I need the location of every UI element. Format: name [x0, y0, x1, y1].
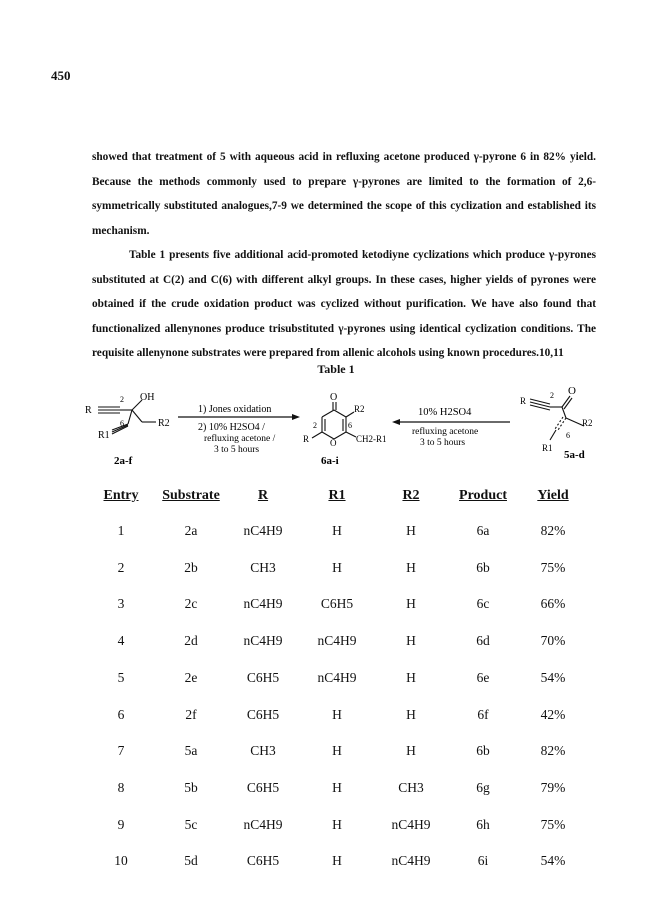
cell-yield: 82%	[540, 523, 566, 538]
cell-yield: 54%	[540, 853, 566, 869]
atom-label: R2	[158, 418, 170, 429]
cell-substrate: 2e	[184, 669, 198, 685]
cell-r1: nC4H9	[317, 633, 357, 649]
cell-r2: H	[406, 559, 416, 575]
condition-text: 10% H2SO4	[418, 407, 472, 418]
cell-r2: nC4H9	[391, 816, 431, 832]
table-title: Table 1	[317, 362, 355, 376]
cell-entry: 9	[117, 816, 125, 832]
cell-yield: 42%	[540, 706, 566, 722]
cell-yield: 70%	[540, 633, 566, 649]
condition-text: 2) 10% H2SO4 /	[198, 422, 265, 433]
cell-r2: H	[406, 669, 416, 685]
paragraph-line: showed that treatment of 5 with aqueous acid in refluxing acetone produced γ-pyrone 6 in 82% yield.	[92, 151, 596, 163]
paragraph-line: functionalized allenynones produce trisubstituted γ-pyrones using identical cyclization conditions. The	[92, 322, 596, 335]
atom-label: R2	[582, 418, 593, 428]
cell-entry: 5	[117, 669, 125, 685]
paragraph-line: symmetrically substituted analogues,7-9 we determined the scope of this cyclization and established its	[92, 200, 596, 213]
cell-r1: H	[332, 523, 342, 538]
paragraph-line: mechanism.	[92, 224, 150, 237]
cell-product: 6d	[476, 633, 490, 649]
cell-r1: H	[332, 816, 342, 832]
cell-r1: H	[332, 559, 342, 575]
compound-label: 6a-i	[321, 455, 339, 467]
cell-r: nC4H9	[243, 523, 283, 538]
atom-label: 6	[566, 431, 570, 440]
cell-yield: 75%	[540, 559, 566, 575]
cell-r: nC4H9	[243, 596, 283, 612]
cell-substrate: 5a	[184, 743, 198, 759]
cell-product: 6b	[476, 559, 490, 575]
paragraph-line: obtained if the crude oxidation product was cyclized without purification. We have also found that	[92, 298, 596, 311]
condition-text: refluxing acetone	[412, 427, 479, 437]
cell-product: 6e	[476, 669, 490, 685]
cell-substrate: 5c	[184, 816, 198, 832]
atom-label: R2	[354, 404, 365, 414]
cell-product: 6h	[476, 816, 490, 832]
paragraph-line: Table 1 presents five additional acid-promoted ketodiyne cyclizations which produce γ-pyrones	[129, 249, 596, 261]
cell-r1: C6H5	[320, 596, 354, 612]
paragraph-2	[92, 243, 596, 366]
reaction-scheme	[80, 380, 600, 480]
atom-label: O	[330, 392, 338, 403]
header-r: R	[257, 488, 269, 503]
cell-product: 6b	[476, 743, 490, 759]
right-structure	[530, 396, 584, 440]
cell-entry: 1	[117, 523, 125, 538]
cell-r: C6H5	[246, 669, 280, 685]
cell-entry: 8	[117, 779, 125, 795]
cell-r: CH3	[250, 743, 276, 759]
cell-r: nC4H9	[243, 816, 283, 832]
condition-text: 1) Jones oxidation	[198, 404, 272, 415]
cell-r2: H	[406, 596, 416, 612]
cell-r: CH3	[250, 559, 276, 575]
cell-r1: H	[332, 743, 342, 759]
cell-r2: CH3	[398, 779, 424, 795]
cell-yield: 82%	[540, 743, 566, 759]
atom-label: R	[85, 405, 92, 416]
atom-label: CH2-R1	[356, 434, 387, 444]
atom-label: 2	[550, 391, 554, 400]
header-r1: R1	[328, 488, 346, 503]
atom-label: 2	[313, 421, 317, 430]
atom-label: OH	[140, 392, 155, 403]
cell-r1: H	[332, 779, 342, 795]
paragraph-line: substituted at C(2) and C(6) with different alkyl groups. In these cases, higher yields of pyrones were	[92, 273, 596, 286]
cell-entry: 2	[117, 559, 125, 575]
left-structure	[98, 400, 156, 434]
header-entry: Entry	[103, 488, 139, 503]
cell-r2: nC4H9	[391, 853, 431, 869]
cell-r: C6H5	[246, 853, 280, 869]
cell-substrate: 2d	[184, 633, 198, 649]
atom-label: O	[568, 385, 576, 397]
cell-substrate: 2a	[184, 523, 198, 538]
cell-r2: H	[406, 743, 416, 759]
cell-substrate: 5d	[184, 853, 198, 869]
cell-substrate: 2f	[185, 706, 197, 722]
cell-entry: 4	[117, 633, 125, 649]
cell-r1: H	[332, 706, 342, 722]
cell-r2: H	[406, 706, 416, 722]
compound-label: 2a-f	[114, 455, 133, 467]
condition-text: 3 to 5 hours	[214, 445, 260, 455]
arrow-head	[392, 419, 400, 425]
cell-r: C6H5	[246, 706, 280, 722]
cell-r2: H	[406, 523, 416, 538]
cell-entry: 3	[117, 596, 125, 612]
atom-label: 6	[120, 419, 124, 428]
cell-yield: 75%	[540, 816, 566, 832]
cell-substrate: 2b	[184, 559, 198, 575]
compound-label: 5a-d	[564, 449, 585, 461]
cell-r2: H	[406, 633, 416, 649]
cell-entry: 10	[114, 853, 128, 869]
paragraph-line: Because the methods commonly used to prepare γ-pyrones are limited to the formation of 2,6-	[92, 175, 596, 188]
cell-product: 6g	[476, 779, 490, 795]
cell-r1: H	[332, 853, 342, 869]
header-product: Product	[459, 488, 507, 503]
atom-label: 6	[348, 421, 352, 430]
cell-yield: 66%	[540, 596, 566, 612]
cell-product: 6i	[477, 853, 489, 869]
cell-substrate: 2c	[184, 596, 198, 612]
cell-r: C6H5	[246, 779, 280, 795]
page-number: 450	[51, 68, 71, 83]
header-r2: R2	[402, 488, 420, 503]
cell-product: 6c	[476, 596, 490, 612]
cell-entry: 6	[117, 706, 125, 722]
cell-substrate: 5b	[184, 779, 198, 795]
cell-yield: 54%	[540, 669, 566, 685]
cell-r: nC4H9	[243, 633, 283, 649]
atom-label: 2	[120, 395, 124, 404]
condition-text: refluxing acetone /	[204, 434, 276, 444]
cell-product: 6f	[477, 706, 489, 722]
paragraph-line: requisite allenynone substrates were prepared from allenic alcohols using known procedures.10,11	[92, 347, 564, 360]
paragraph-1	[92, 145, 596, 243]
atom-label: R	[303, 434, 310, 444]
cell-entry: 7	[117, 743, 125, 759]
atom-label: O	[330, 438, 337, 448]
atom-label: R1	[98, 430, 110, 441]
atom-label: R1	[542, 443, 553, 453]
cell-product: 6a	[476, 523, 490, 538]
cell-r1: nC4H9	[317, 669, 357, 685]
cell-yield: 79%	[540, 779, 566, 795]
header-substrate: Substrate	[162, 488, 220, 503]
arrow-head	[292, 414, 300, 420]
atom-label: R	[520, 396, 527, 406]
header-yield: Yield	[537, 488, 569, 503]
condition-text: 3 to 5 hours	[420, 438, 466, 448]
